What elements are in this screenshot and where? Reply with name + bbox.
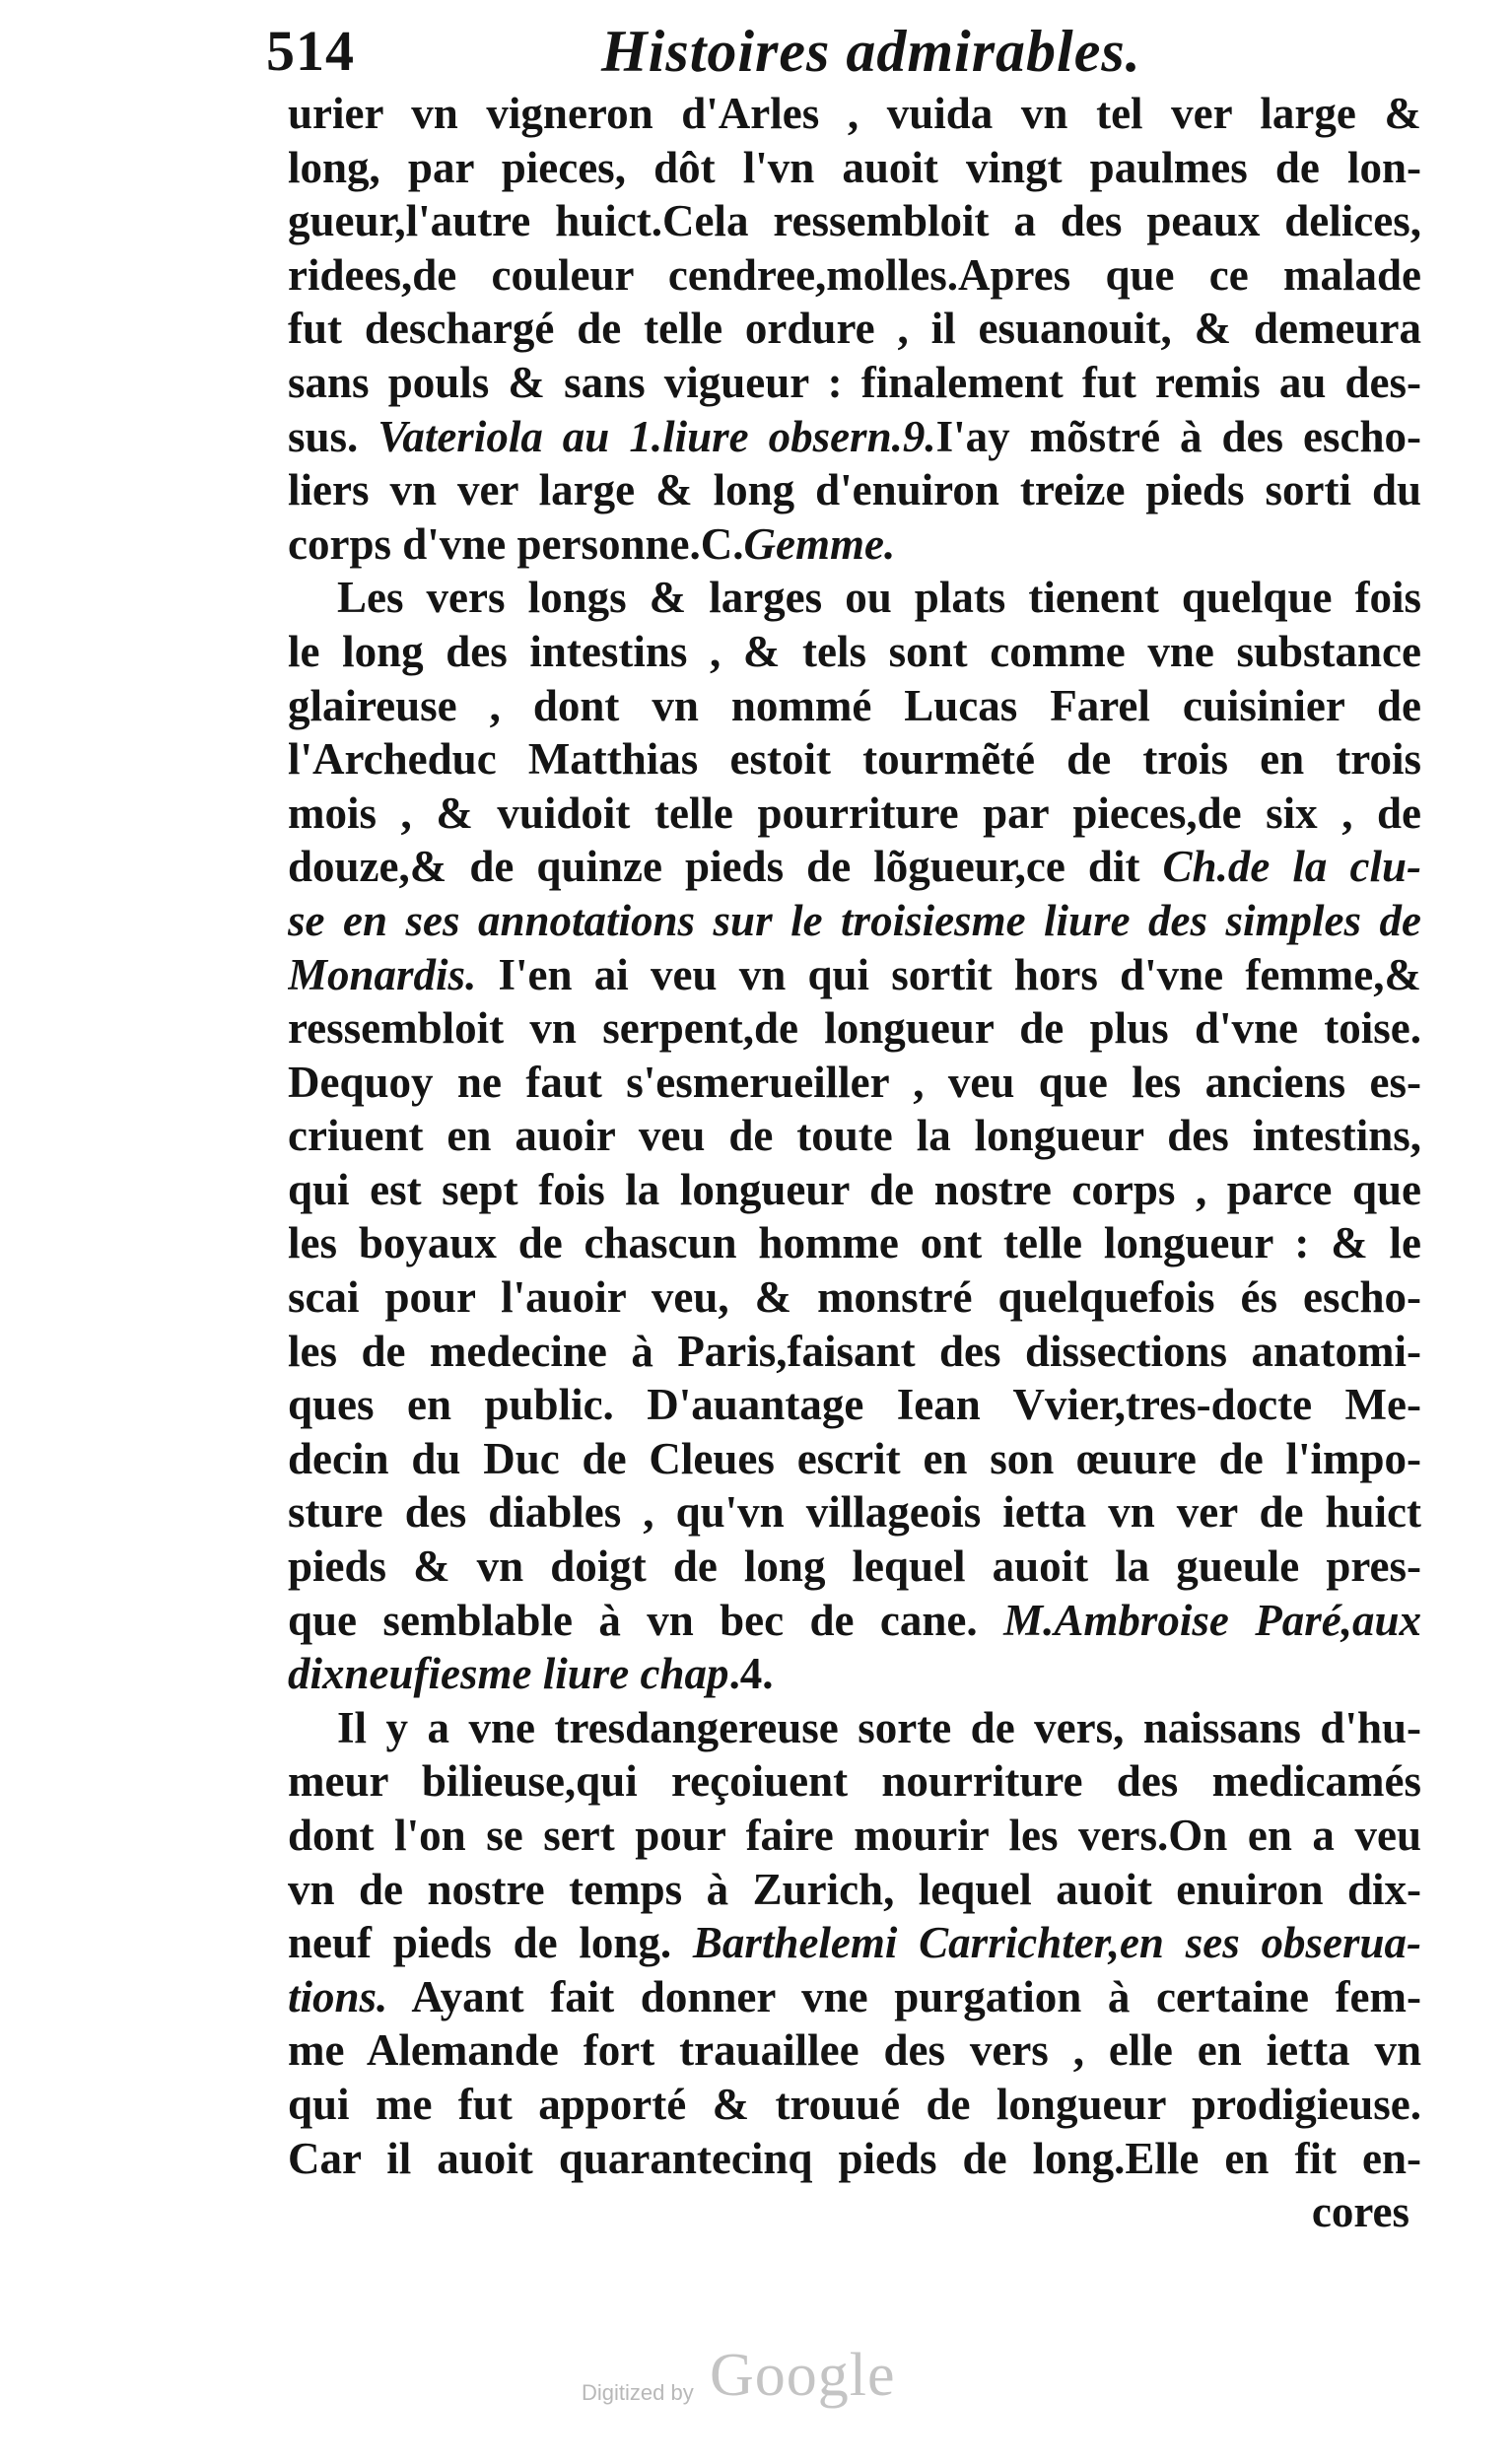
italic-citation: M.Ambroise Paré,aux [1003, 1595, 1421, 1645]
text-line [288, 787, 1421, 841]
text-line [288, 1594, 1421, 1648]
text-line [288, 1701, 1421, 1755]
text-segment: gueur,l'autre huict.Cela ressembloit a des peaux delices, [288, 196, 1421, 246]
text-segment: glaireuse , dont vn nommé Lucas Farel cuisinier de [288, 680, 1421, 730]
text-line [288, 1325, 1421, 1379]
text-segment: sans pouls & sans vigueur : finalement fut remis au des- [288, 357, 1421, 407]
text-segment: neuf pieds de long. [288, 1918, 693, 1968]
text-segment: ridees,de couleur cendree,molles.Apres que ce malade [288, 249, 1421, 300]
text-line [288, 679, 1421, 733]
text-line [288, 1485, 1421, 1540]
text-line [288, 1109, 1421, 1163]
text-line [288, 302, 1421, 356]
text-segment: dont l'on se sert pour faire mourir les vers.On en a veu [288, 1811, 1421, 1860]
text-line [288, 1916, 1421, 1970]
text-segment: I'ay mõstré à des escho- [935, 411, 1421, 461]
running-title: Histoires admirables. [601, 19, 1141, 84]
text-segment: les de medecine à Paris,faisant des dissections anatomi- [288, 1326, 1421, 1376]
text-line [288, 2185, 1421, 2239]
italic-citation: Ch.de la clu- [1162, 842, 1421, 892]
italic-citation: se en ses annotations sur le troisiesme liure des simples de [288, 895, 1421, 945]
text-segment: long, par pieces, dôt l'vn auoit vingt paulmes de lon- [288, 142, 1421, 192]
text-line [288, 894, 1421, 948]
page-number: 514 [266, 19, 355, 83]
text-segment: urier vn vigneron d'Arles , vuida vn tel ver large & [288, 89, 1421, 138]
text-line [288, 571, 1421, 625]
text-line [288, 2132, 1421, 2186]
text-segment: sus. [288, 411, 378, 461]
text-line [288, 87, 1421, 141]
text-segment: sture des diables , qu'vn villageois ietta vn ver de huict [288, 1487, 1421, 1538]
text-line [288, 1754, 1421, 1809]
text-segment: vn de nostre temps à Zurich, lequel auoit enuiron dix- [288, 1864, 1421, 1914]
text-segment: scai pour l'auoir veu, & monstré quelquefois és escho- [288, 1272, 1421, 1323]
text-segment: les boyaux de chascun homme ont telle longueur : & le [288, 1218, 1421, 1268]
text-line [288, 840, 1421, 894]
text-line [288, 1809, 1421, 1863]
text-line [288, 517, 1421, 572]
text-line [288, 248, 1421, 303]
text-segment: .4. [728, 1649, 774, 1699]
text-line [288, 1056, 1421, 1110]
text-line [288, 194, 1421, 248]
text-line [288, 1270, 1421, 1325]
google-logo: Google [710, 2342, 896, 2409]
digitization-watermark [582, 2341, 956, 2420]
text-line [288, 1378, 1421, 1432]
text-segment: ressembloit vn serpent,de longueur de plus d'vne toise. [288, 1003, 1421, 1054]
text-line [288, 141, 1421, 195]
text-line [288, 1163, 1421, 1217]
text-line [288, 410, 1421, 464]
text-segment: douze,& de quinze pieds de lõgueur,ce dit [288, 842, 1163, 892]
page-header [266, 18, 1252, 87]
text-line [288, 1970, 1421, 2024]
text-segment: qui est sept fois la longueur de nostre corps , parce que [288, 1164, 1421, 1214]
text-segment: ques en public. D'auantage Iean Vvier,tres-docte Me- [288, 1380, 1421, 1430]
italic-citation: Monardis. [288, 949, 477, 999]
text-line [288, 1863, 1421, 1917]
text-segment: Car il auoit quarantecinq pieds de long.Elle en fit en- [288, 2133, 1421, 2183]
text-segment: liers vn ver large & long d'enuiron treize pieds sorti du [288, 465, 1421, 515]
text-segment: Dequoy ne faut s'esmerueiller , veu que les anciens es- [288, 1057, 1421, 1107]
digitized-by-label: Digitized by [582, 2380, 694, 2405]
text-segment: Les vers longs & larges ou plats tienent quelque fois [337, 573, 1421, 623]
text-segment: criuent en auoir veu de toute la longueur des intestins, [288, 1111, 1421, 1161]
text-segment: corps d'vne personne.C. [288, 518, 744, 569]
text-segment: cores [1311, 2187, 1409, 2237]
text-line [288, 732, 1421, 787]
text-segment: Ayant fait donner vne purgation à certaine fem- [387, 1971, 1421, 2021]
italic-citation: Vateriola au 1.liure obsern.9. [378, 411, 936, 461]
italic-citation: dixneufiesme liure chap [288, 1649, 729, 1699]
body-text [288, 87, 1421, 2239]
text-line [288, 2023, 1421, 2078]
text-segment: l'Archeduc Matthias estoit tourmẽté de trois en trois [288, 734, 1421, 785]
italic-citation: Barthelemi Carrichter,en ses obserua- [692, 1918, 1421, 1968]
text-line [288, 1647, 1421, 1701]
text-segment: Il y a vne tresdangereuse sorte de vers, naissans d'hu- [337, 1702, 1421, 1752]
text-segment: I'en ai veu vn qui sortit hors d'vne femme,& [476, 949, 1421, 999]
text-segment: decin du Duc de Cleues escrit en son œuure de l'impo- [288, 1433, 1421, 1483]
text-segment: me Alemande fort trauaillee des vers , elle en ietta vn [288, 2025, 1421, 2076]
text-segment: mois , & vuidoit telle pourriture par pieces,de six , de [288, 787, 1421, 838]
text-line [288, 1001, 1421, 1056]
text-line [288, 625, 1421, 679]
text-line [288, 1432, 1421, 1486]
text-line [288, 2078, 1421, 2132]
italic-citation: tions. [288, 1971, 388, 2021]
text-line [288, 1540, 1421, 1594]
text-line [288, 463, 1421, 517]
text-segment: pieds & vn doigt de long lequel auoit la gueule pres- [288, 1541, 1421, 1592]
text-segment: fut deschargé de telle ordure , il esuanouit, & demeura [288, 304, 1421, 354]
text-segment: qui me fut apporté & trouué de longueur prodigieuse. [288, 2079, 1421, 2129]
italic-citation: Gemme. [743, 518, 896, 569]
text-segment: meur bilieuse,qui reçoiuent nourriture des medicamés [288, 1756, 1421, 1807]
text-line [288, 948, 1421, 1002]
text-segment: que semblable à vn bec de cane. [288, 1595, 1004, 1645]
text-line [288, 356, 1421, 410]
text-segment: le long des intestins , & tels sont comme vne substance [288, 626, 1421, 676]
text-line [288, 1216, 1421, 1270]
